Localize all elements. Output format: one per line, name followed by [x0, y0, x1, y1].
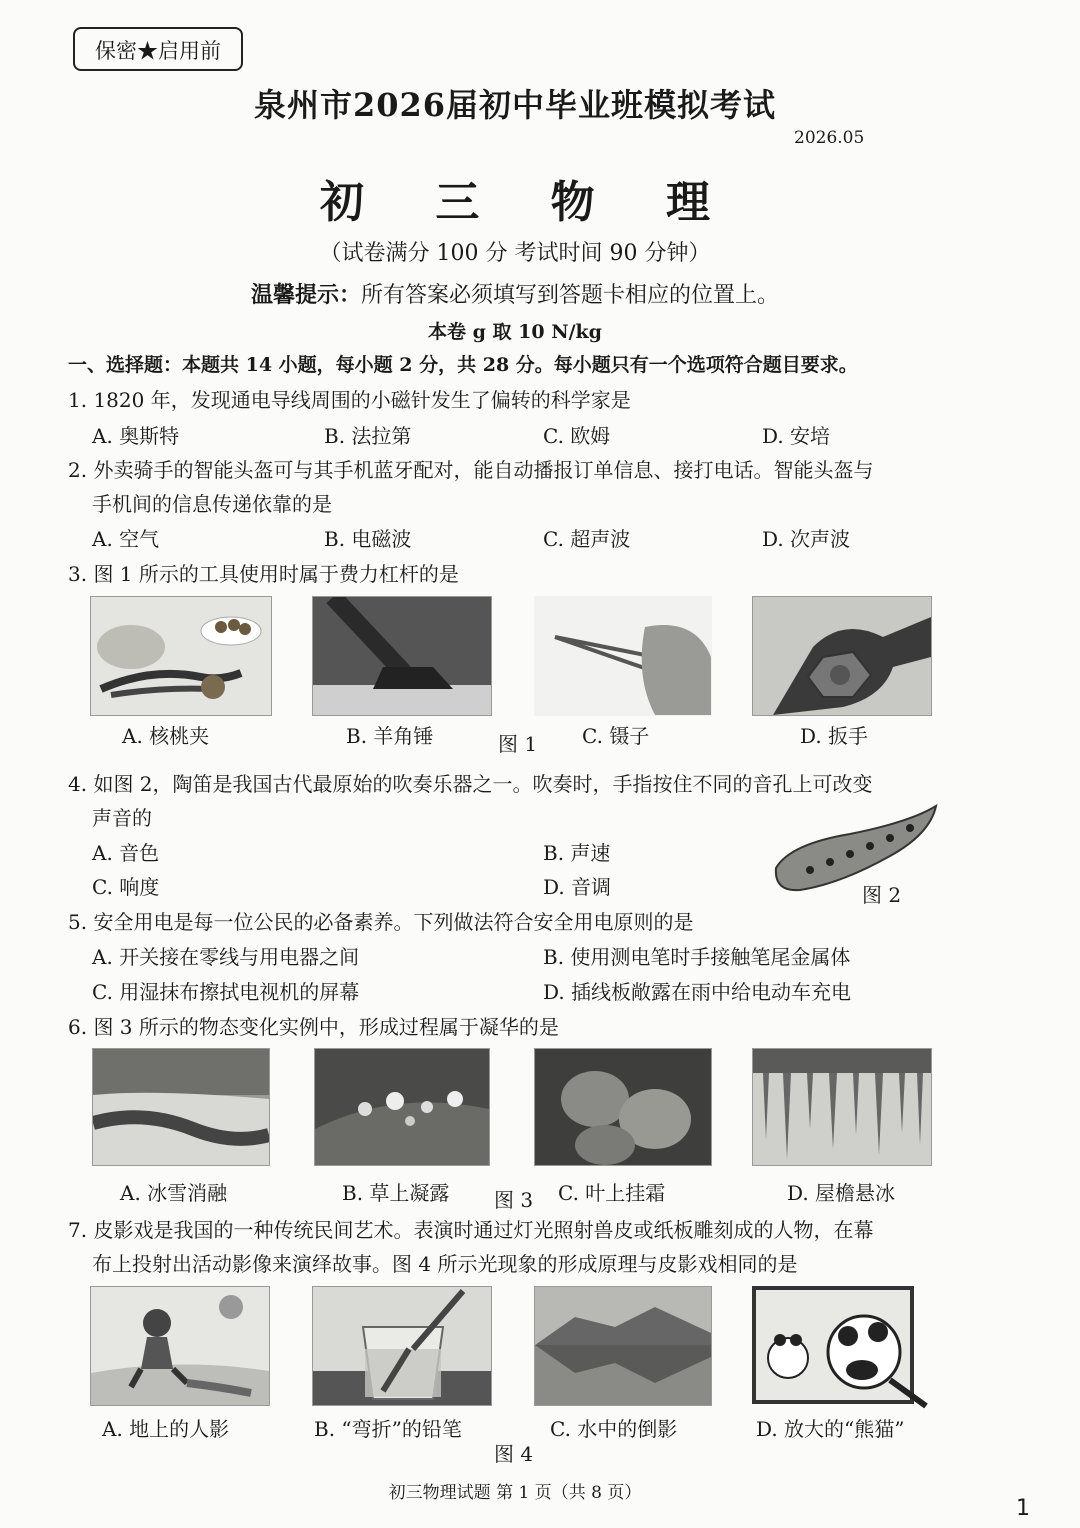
- q7-stem-line1: 7. 皮影戏是我国的一种传统民间艺术。表演时通过灯光照射兽皮或纸板雕刻成的人物，在幕: [68, 1218, 874, 1242]
- icicles-image: [752, 1048, 932, 1166]
- q7-stem-line2: 布上投射出活动影像来演绎故事。图 4 所示光现象的形成原理与皮影戏相同的是: [92, 1252, 798, 1276]
- q3-stem: 3. 图 1 所示的工具使用时属于费力杠杆的是: [68, 562, 459, 586]
- q1-option-d: D. 安培: [762, 424, 831, 448]
- q6-stem: 6. 图 3 所示的物态变化实例中，形成过程属于凝华的是: [68, 1015, 559, 1039]
- subject-title: 初 三 物 理: [320, 177, 738, 228]
- tip-label: 温馨提示：: [250, 282, 361, 308]
- q5-option-c: C. 用湿抹布擦拭电视机的屏幕: [92, 980, 360, 1004]
- tip-text: 所有答案必须填写到答题卡相应的位置上。: [361, 283, 780, 308]
- q5-option-b: B. 使用测电笔时手接触笔尾金属体: [543, 945, 851, 969]
- g-note: 本卷 g 取 10 N/kg: [428, 321, 602, 343]
- q2-stem-line2: 手机间的信息传递依靠的是: [92, 492, 332, 516]
- q4-option-d: D. 音调: [543, 875, 612, 899]
- q3-caption-a: A. 核桃夹: [122, 724, 210, 748]
- q2-option-b: B. 电磁波: [324, 527, 412, 551]
- q4-option-c: C. 响度: [92, 875, 160, 899]
- section-heading: 一、选择题：本题共 14 小题，每小题 2 分，共 28 分。每小题只有一个选项符合题目要求。: [68, 354, 858, 376]
- claw-hammer-image: [312, 596, 492, 716]
- q7-caption-d: D. 放大的“熊猫”: [756, 1417, 905, 1441]
- shadow-on-ground-image: [90, 1286, 270, 1406]
- frost-on-leaf-image: [534, 1048, 712, 1166]
- figure-3-label: 图 3: [494, 1188, 534, 1212]
- q4-stem-line1: 4. 如图 2，陶笛是我国古代最原始的吹奏乐器之一。吹奏时，手指按住不同的音孔上可改变: [68, 772, 873, 796]
- q7-caption-b: B. “弯折”的铅笔: [314, 1417, 462, 1441]
- q7-caption-c: C. 水中的倒影: [550, 1417, 678, 1441]
- magnified-panda-image: [752, 1286, 932, 1410]
- water-reflection-image: [534, 1286, 712, 1406]
- q1-option-c: C. 欧姆: [543, 424, 611, 448]
- q4-option-b: B. 声速: [543, 841, 611, 865]
- bent-pencil-image: [312, 1286, 492, 1406]
- q4-option-a: A. 音色: [92, 841, 160, 865]
- q2-option-d: D. 次声波: [762, 527, 851, 551]
- exam-title: 泉州市2026届初中毕业班模拟考试: [253, 86, 777, 124]
- q6-caption-a: A. 冰雪消融: [120, 1181, 228, 1205]
- figure-1-label: 图 1: [498, 732, 538, 756]
- q4-stem-line2: 声音的: [92, 806, 152, 830]
- q6-caption-b: B. 草上凝露: [342, 1181, 450, 1205]
- wrench-image: [752, 596, 932, 716]
- melting-snow-image: [92, 1048, 270, 1166]
- q2-option-a: A. 空气: [92, 527, 160, 551]
- q7-caption-a: A. 地上的人影: [102, 1417, 230, 1441]
- figure-4-label: 图 4: [494, 1442, 534, 1466]
- walnut-cracker-image: [90, 596, 272, 716]
- q5-stem: 5. 安全用电是每一位公民的必备素养。下列做法符合安全用电原则的是: [68, 910, 694, 934]
- exam-date: 2026.05: [794, 128, 865, 148]
- q6-caption-c: C. 叶上挂霜: [558, 1181, 666, 1205]
- page-number: 1: [1016, 1496, 1030, 1521]
- ocarina-image: [770, 800, 940, 896]
- q2-stem-line1: 2. 外卖骑手的智能头盔可与其手机蓝牙配对，能自动播报订单信息、接打电话。智能头盔与: [68, 458, 874, 482]
- dew-on-grass-image: [314, 1048, 490, 1166]
- tip-line: [0, 278, 1030, 309]
- q1-stem: 1. 1820 年，发现通电导线周围的小磁针发生了偏转的科学家是: [68, 388, 631, 412]
- figure-2-label: 图 2: [862, 883, 902, 907]
- confidential-badge: 保密★启用前: [73, 27, 243, 71]
- tweezers-image: [534, 596, 712, 716]
- q3-caption-d: D. 扳手: [800, 724, 869, 748]
- q1-option-b: B. 法拉第: [324, 424, 412, 448]
- page-footer: 初三物理试题 第 1 页（共 8 页）: [388, 1483, 642, 1503]
- q6-caption-d: D. 屋檐悬冰: [787, 1181, 896, 1205]
- q5-option-d: D. 插线板敞露在雨中给电动车充电: [543, 980, 852, 1004]
- exam-info: （试卷满分 100 分 考试时间 90 分钟）: [319, 241, 711, 266]
- q2-option-c: C. 超声波: [543, 527, 631, 551]
- q5-option-a: A. 开关接在零线与用电器之间: [92, 945, 360, 969]
- q3-caption-b: B. 羊角锤: [346, 724, 434, 748]
- q3-caption-c: C. 镊子: [582, 724, 650, 748]
- q1-option-a: A. 奥斯特: [92, 424, 180, 448]
